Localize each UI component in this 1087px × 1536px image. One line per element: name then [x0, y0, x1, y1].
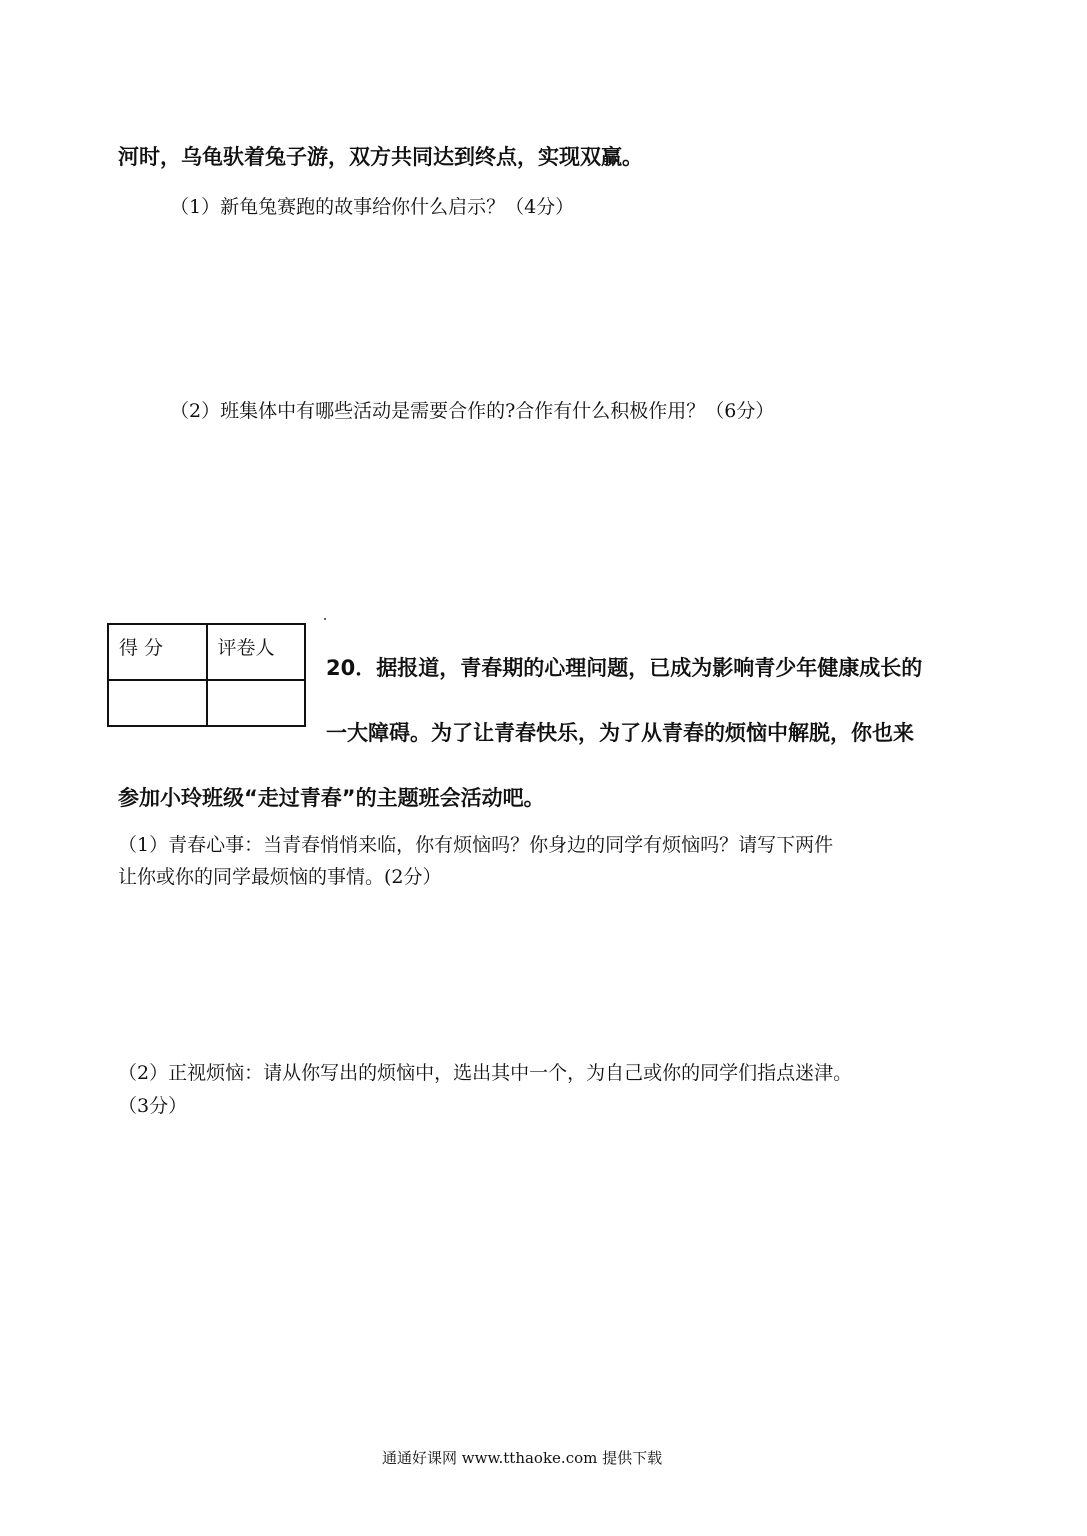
score-header: 得 分	[108, 624, 207, 680]
question-20-1-line-1: （1）青春心事：当青春悄悄来临，你有烦恼吗？你身边的同学有烦恼吗？请写下两件	[118, 834, 834, 856]
question-20-line-3: 参加小玲班级“走过青春”的主题班会活动吧。	[118, 786, 545, 810]
score-table	[107, 623, 306, 727]
question-20-2-line-1: （2）正视烦恼：请从你写出的烦恼中，选出其中一个，为自己或你的同学们指点迷津。	[118, 1062, 853, 1084]
question-19-2: （2）班集体中有哪些活动是需要合作的?合作有什么积极作用？（6分）	[170, 400, 775, 422]
question-20-1-line-2: 让你或你的同学最烦恼的事情。(2分）	[118, 866, 442, 888]
question-20-line-1: 20．据报道，青春期的心理问题，已成为影响青少年健康成长的	[326, 656, 923, 680]
question-20-2-line-2: （3分）	[118, 1095, 188, 1117]
score-cell	[108, 680, 207, 726]
question-20-line-2: 一大障碍。为了让青春快乐，为了从青春的烦恼中解脱，你也来	[326, 721, 914, 745]
grader-header: 评卷人	[207, 624, 306, 680]
stray-dot	[324, 618, 326, 620]
page-footer: 通通好课网 www.tthaoke.com 提供下载	[382, 1449, 663, 1467]
question-19-1: （1）新龟兔赛跑的故事给你什么启示？（4分）	[170, 196, 575, 218]
grader-cell	[207, 680, 306, 726]
paragraph-line: 河时，乌龟驮着兔子游，双方共同达到终点，实现双赢。	[118, 145, 643, 169]
